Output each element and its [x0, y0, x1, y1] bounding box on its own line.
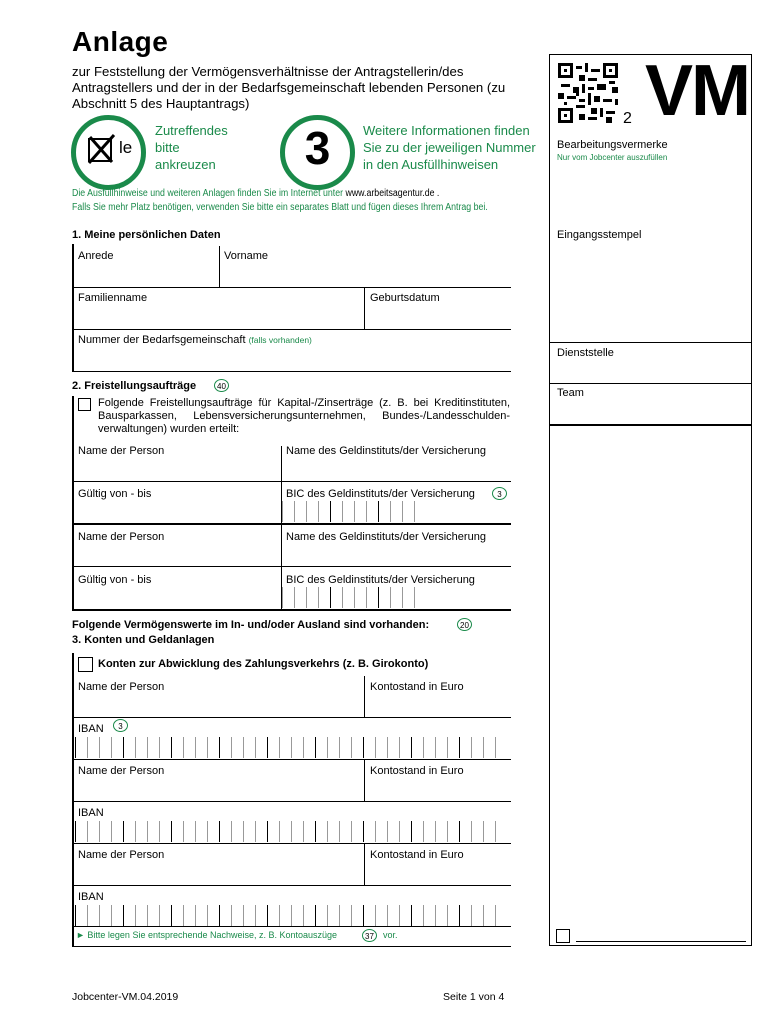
ref-icon-20: 20 [457, 618, 472, 631]
balance-label: Kontostand in Euro [370, 765, 464, 777]
institution-label: Name des Geldinstituts/der Versicherung [286, 531, 486, 543]
iban-cells-3[interactable] [75, 905, 507, 926]
stamp-label: Eingangsstempel [557, 229, 642, 241]
number-hint: Weitere Informationen finden Sie zu der jeweiligen Nummer in den Ausfüllhinweisen [363, 123, 536, 172]
bic-label: BIC des Geldinstituts/der Versicherung [286, 574, 475, 586]
page-title: Anlage [72, 26, 169, 57]
info-text: Die Ausfüllhinweise und weiteren Anlagen finden Sie im Internet unter www.arbeitsagentur.de . Falls Sie mehr Platz benötigen, verwenden Sie bitte ein separates Blatt und fügen dieses Ihrem Antrag bei. [72, 188, 488, 213]
section1-heading: 1. Meine persönlichen Daten [72, 229, 221, 241]
first-name-field[interactable] [221, 264, 509, 286]
footer-form-id: Jobcenter-VM.04.2019 [72, 991, 179, 1003]
valid-field-1[interactable] [74, 502, 279, 522]
ref-icon-37: 37 [362, 929, 377, 942]
proof-hint: ► Bitte legen Sie entsprechende Nachweise, z. B. Kontoauszüge [76, 930, 338, 940]
exemption-orders-text: Folgende Freistellungsaufträge für Kapital-/Zinserträge (z. B. bei Kreditinstituten, Bausparkassen, Lebensversicherungsunternehmen, Bundes-/Landesschulden-verwaltungen) wurden erteilt: [98, 397, 510, 435]
balance-label: Kontostand in Euro [370, 681, 464, 693]
processing-note: Nur vom Jobcenter auszufüllen [557, 153, 668, 162]
proof-hint-end: vor. [383, 930, 398, 940]
first-name-label: Vorname [224, 250, 269, 262]
birthdate-field[interactable] [366, 306, 509, 328]
valid-label: Gültig von - bis [78, 488, 152, 500]
birthdate-label: Geburtsdatum [370, 292, 440, 304]
exemption-orders-checkbox[interactable] [78, 398, 91, 411]
bic-cells-2[interactable] [282, 587, 426, 608]
iban-cells-1[interactable] [75, 737, 507, 758]
last-name-field[interactable] [74, 306, 362, 328]
institution-field-1[interactable] [283, 459, 509, 480]
institution-label: Name des Geldinstituts/der Versicherung [286, 445, 486, 457]
person-field-2[interactable] [74, 545, 279, 566]
number-reference-value: 3 [304, 122, 331, 174]
person-label: Name der Person [78, 531, 165, 543]
account-person-label: Name der Person [78, 681, 165, 693]
iban-label: IBAN [78, 807, 104, 819]
info-url[interactable]: www.arbeitsagentur.de . [345, 188, 440, 199]
bic-cells-1[interactable] [282, 501, 426, 522]
team-label: Team [557, 387, 584, 399]
page-subtitle: zur Feststellung der Vermögensverhältnisse der Antragstellerin/des Antragstellers und der in der Bedarfsgemeinschaft lebenden Personen (zu Abschnitt 5 des Hauptantrags) [72, 64, 506, 111]
account-person-label: Name der Person [78, 849, 165, 861]
cross-mark-icon [86, 133, 116, 165]
check-demo-text: le [119, 138, 133, 157]
iban-label: IBAN [78, 723, 104, 735]
salutation-label: Anrede [78, 250, 114, 262]
balance-field-2[interactable] [366, 779, 509, 800]
iban-cells-2[interactable] [75, 821, 507, 842]
office-label: Dienststelle [557, 347, 614, 359]
balance-label: Kontostand in Euro [370, 849, 464, 861]
balance-field-1[interactable] [366, 695, 509, 716]
section3-heading: 3. Konten und Geldanlagen [72, 634, 215, 646]
office-checkbox[interactable] [556, 929, 570, 943]
ref-icon-3: 3 [492, 487, 507, 500]
form-code: VM [645, 51, 749, 131]
section2-heading: 2. Freistellungsaufträge [72, 380, 197, 392]
assets-intro: Folgende Vermögenswerte im In- und/oder Ausland sind vorhanden: [72, 619, 430, 631]
version-number: 2 [623, 110, 632, 127]
institution-field-2[interactable] [283, 545, 509, 566]
community-number-field[interactable] [74, 348, 509, 370]
last-name-label: Familienname [78, 292, 148, 304]
account-person-field-3[interactable] [74, 863, 362, 884]
payment-accounts-checkbox[interactable] [78, 657, 93, 672]
salutation-field[interactable] [74, 264, 217, 286]
account-person-field-1[interactable] [74, 695, 362, 716]
processing-label: Bearbeitungsvermerke [557, 139, 668, 151]
ref-icon-3: 3 [113, 719, 128, 732]
office-panel [549, 54, 752, 946]
footer-page-number: Seite 1 von 4 [443, 991, 505, 1003]
account-person-field-2[interactable] [74, 779, 362, 800]
account-person-label: Name der Person [78, 765, 165, 777]
valid-label: Gültig von - bis [78, 574, 152, 586]
payment-accounts-label: Konten zur Abwicklung des Zahlungsverkehrs (z. B. Girokonto) [98, 658, 429, 670]
person-field-1[interactable] [74, 459, 279, 480]
iban-label: IBAN [78, 891, 104, 903]
balance-field-3[interactable] [366, 863, 509, 884]
qr-code-icon [558, 63, 618, 123]
valid-field-2[interactable] [74, 588, 279, 608]
check-hint: Zutreffendes bitte ankreuzen [155, 123, 228, 172]
community-label: Nummer der Bedarfsgemeinschaft (falls vorhanden) [78, 334, 312, 346]
person-label: Name der Person [78, 445, 165, 457]
ref-icon-40: 40 [214, 379, 229, 392]
bic-label: BIC des Geldinstituts/der Versicherung [286, 488, 475, 500]
